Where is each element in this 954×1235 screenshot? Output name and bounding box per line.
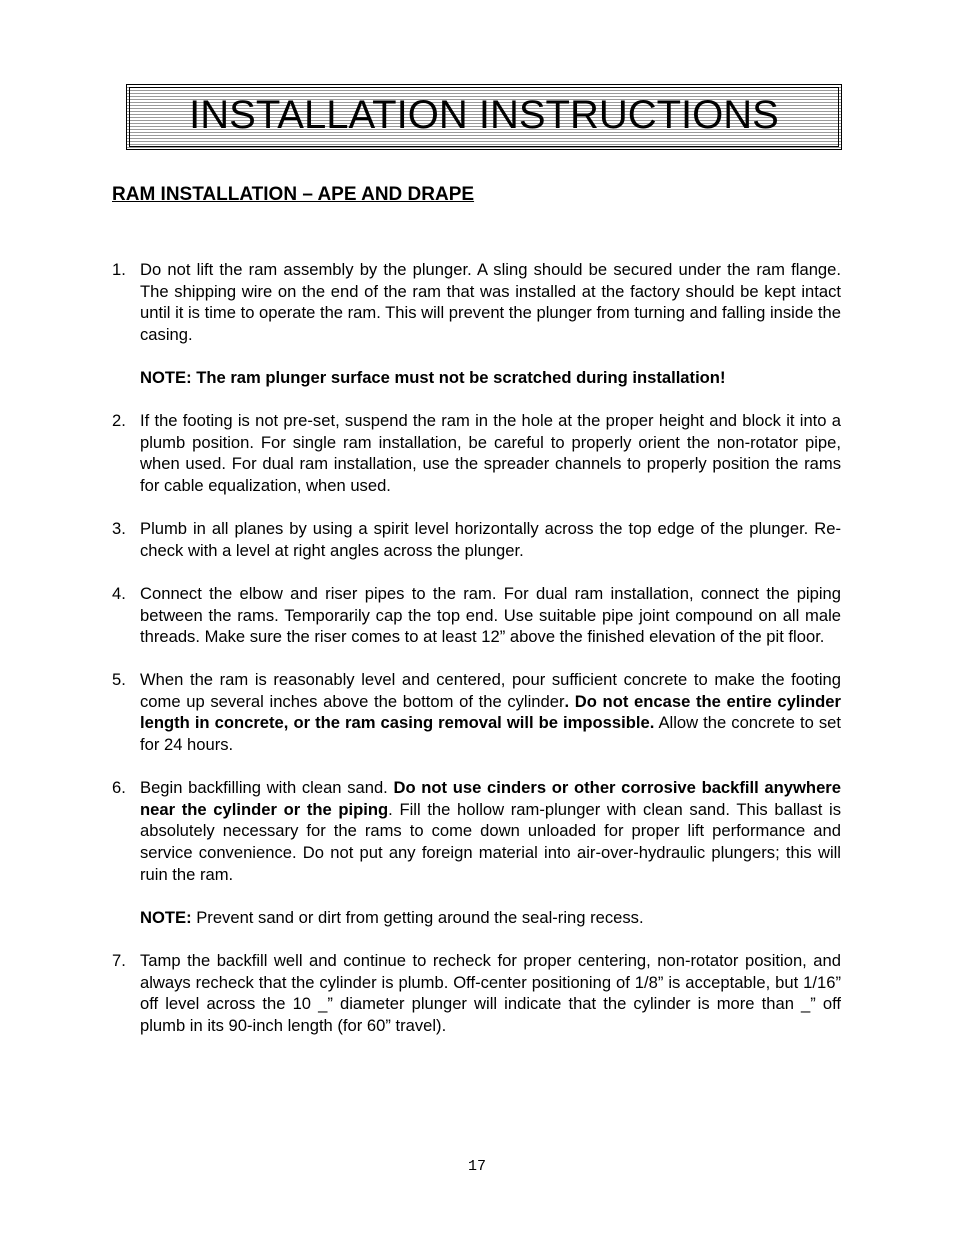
title-banner	[126, 84, 842, 150]
step-5	[112, 669, 841, 755]
step-warning: Do not use cinders or other corrosive backfill anywhere near the cylinder or the piping	[140, 778, 841, 819]
step-2	[112, 410, 841, 496]
note-label: NOTE:	[140, 907, 192, 927]
step-3	[112, 518, 841, 561]
note-seal-ring	[112, 907, 841, 929]
step-number: 4.	[112, 583, 126, 603]
step-number: 1.	[112, 260, 126, 279]
step-6	[112, 777, 841, 885]
step-number: 6.	[112, 778, 126, 798]
instruction-list	[112, 259, 841, 1058]
step-text: If the footing is not pre-set, suspend the ram in the hole at the proper height and block it into a plumb position. For single ram installation, be careful to properly orient the non-rotator pipe, when used. For dual ram installation, use the spreader channels to properly position the rams for cable equalization, when used.	[140, 411, 841, 495]
note-plunger-surface: NOTE: The ram plunger surface must not be scratched during installation!	[140, 367, 726, 387]
step-text: Connect the elbow and riser pipes to the ram. For dual ram installation, connect the piping between the rams. Temporarily cap the top end. Use suitable pipe joint compound on all male threads. Make sure the riser comes to at least 12” above the finished elevation of the pit floor.	[140, 583, 841, 647]
step-number: 2.	[112, 411, 126, 431]
step-text-tail: . Fill the hollow ram-plunger with clean sand. This ballast is absolutely necessary for the rams to come down unloaded for proper lift performance and service convenience. Do not put any foreign material into air-over-hydraulic plungers; this will ruin the ram.	[140, 799, 841, 884]
step-7	[112, 950, 841, 1036]
step-number: 3.	[112, 519, 126, 539]
step-text: Do not lift the ram assembly by the plunger. A sling should be secured under the ram flange. The shipping wire on the end of the ram that was installed at the factory should be kept intact until it is time to operate the ram. This will prevent the plunger from turning and falling inside the casing.	[140, 260, 841, 344]
page-number: 17	[467, 1158, 486, 1175]
step-warning: . Do not encase the entire cylinder length in concrete, or the ram casing removal will be impossible.	[140, 691, 841, 733]
step-text	[140, 777, 841, 885]
step-text	[140, 669, 841, 755]
step-number: 7.	[112, 951, 126, 970]
step-text-lead: Begin backfilling with clean sand.	[140, 778, 394, 798]
step-text-lead: When the ram is reasonably level and centered, pour sufficient concrete to make the footing come up several inches above the bottom of the cylinder	[140, 670, 841, 711]
step-1	[112, 259, 841, 345]
step-4	[112, 583, 841, 648]
step-number: 5.	[112, 670, 126, 690]
step-text: Plumb in all planes by using a spirit level horizontally across the top edge of the plunger. Re-check with a level at right angles across the plunger.	[140, 519, 841, 560]
section-heading: RAM INSTALLATION – APE AND DRAPE	[112, 184, 475, 205]
step-text: Tamp the backfill well and continue to recheck for proper centering, non-rotator position, and always recheck that the cylinder is plumb. Off-center positioning of 1/8” is acceptable, but 1/16” off level across the 10 _” diameter plunger will indicate that the cylinder is more than _” off plumb in its 90-inch length (for 60” travel).	[140, 951, 841, 1035]
note-text: Prevent sand or dirt from getting around the seal-ring recess.	[191, 907, 644, 927]
step-text-tail: Allow the concrete to set for 24 hours.	[140, 713, 841, 755]
page-title: INSTALLATION INSTRUCTIONS	[189, 92, 779, 137]
